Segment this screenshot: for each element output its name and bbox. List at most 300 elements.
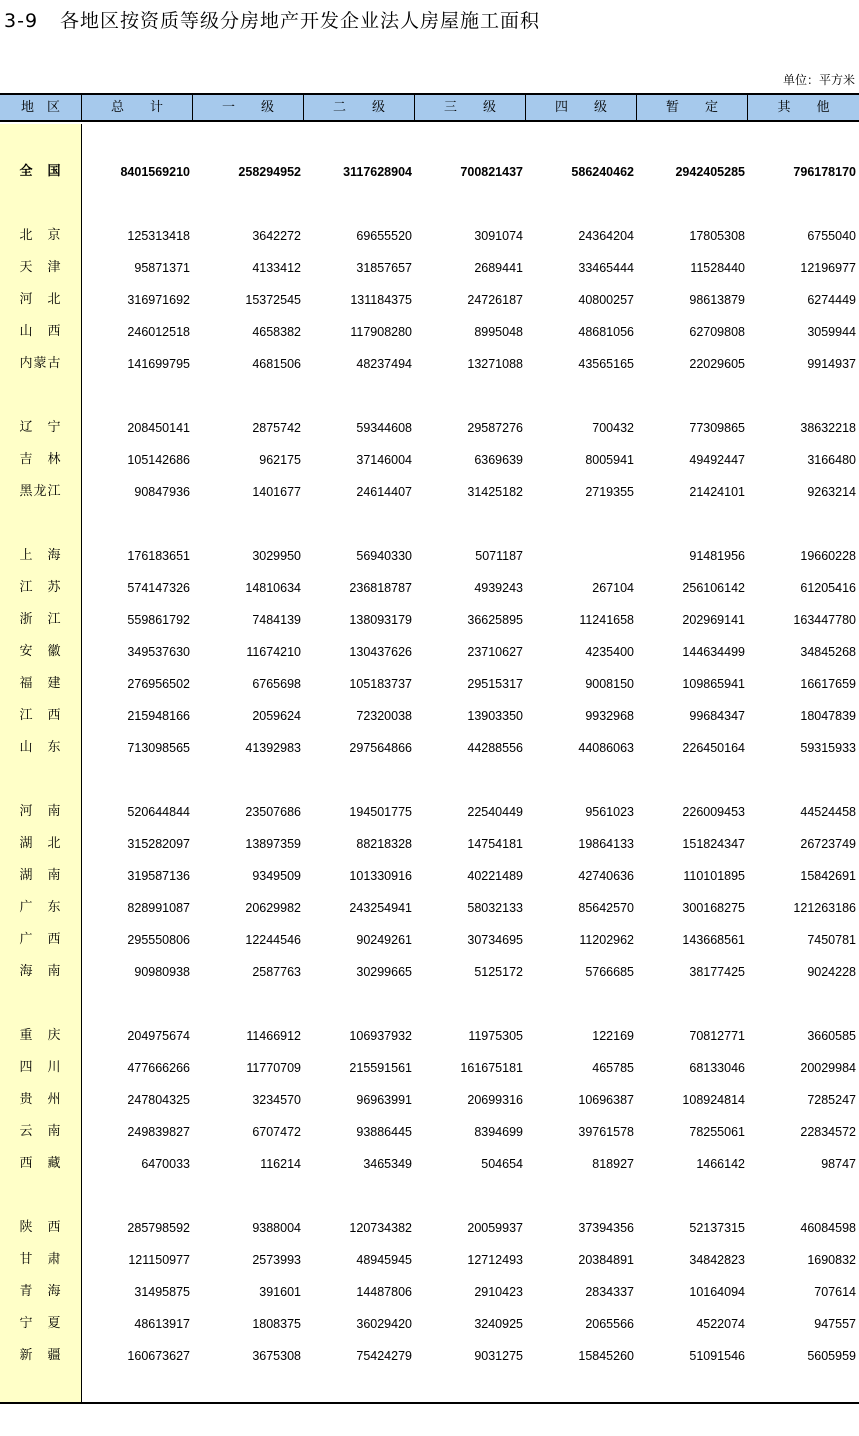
cell-value: 504654 xyxy=(481,1157,523,1171)
cell-value: 93886445 xyxy=(356,1125,412,1139)
cell-value: 5605959 xyxy=(807,1349,856,1363)
region-name: 河 南 xyxy=(19,804,62,819)
cell-value: 48681056 xyxy=(578,325,634,339)
cell-value: 1690832 xyxy=(807,1253,856,1267)
cell-value: 69655520 xyxy=(356,229,412,243)
cell-value: 258294952 xyxy=(238,165,301,179)
header-total: 总 计 xyxy=(82,95,193,120)
cell-value: 161675181 xyxy=(460,1061,523,1075)
cell-value: 72320038 xyxy=(356,709,412,723)
table-row xyxy=(0,956,859,988)
cell-value: 700821437 xyxy=(460,165,523,179)
cell-value: 520644844 xyxy=(127,805,190,819)
cell-value: 14754181 xyxy=(467,837,523,851)
table-row xyxy=(0,412,859,444)
table-row xyxy=(0,1052,859,1084)
cell-value: 33465444 xyxy=(578,261,634,275)
cell-value: 2059624 xyxy=(252,709,301,723)
cell-value: 20629982 xyxy=(245,901,301,915)
cell-value: 106937932 xyxy=(349,1029,412,1043)
cell-value: 18047839 xyxy=(800,709,856,723)
table-row xyxy=(0,572,859,604)
table-row xyxy=(0,1084,859,1116)
cell-value: 6274449 xyxy=(807,293,856,307)
cell-value: 91481956 xyxy=(689,549,745,563)
table-row xyxy=(0,316,859,348)
cell-value: 23710627 xyxy=(467,645,523,659)
cell-value: 29587276 xyxy=(467,421,523,435)
cell-value: 3234570 xyxy=(252,1093,301,1107)
header-grade-1: 一 级 xyxy=(193,95,304,120)
cell-value: 15372545 xyxy=(245,293,301,307)
cell-value: 144634499 xyxy=(682,645,745,659)
cell-value: 9031275 xyxy=(474,1349,523,1363)
cell-value: 39761578 xyxy=(578,1125,634,1139)
cell-value: 90980938 xyxy=(134,965,190,979)
cell-value: 46084598 xyxy=(800,1221,856,1235)
cell-value: 6765698 xyxy=(252,677,301,691)
cell-value: 21424101 xyxy=(689,485,745,499)
region-name: 湖 南 xyxy=(19,868,62,883)
cell-value: 105183737 xyxy=(349,677,412,691)
table-row xyxy=(0,220,859,252)
cell-value: 90249261 xyxy=(356,933,412,947)
cell-value: 3091074 xyxy=(474,229,523,243)
cell-value: 8005941 xyxy=(585,453,634,467)
cell-value: 43565165 xyxy=(578,357,634,371)
region-name: 西 藏 xyxy=(19,1156,62,1171)
cell-value: 117908280 xyxy=(350,325,412,339)
header-provisional: 暂 定 xyxy=(637,95,748,120)
cell-value: 319587136 xyxy=(127,869,190,883)
cell-value: 16617659 xyxy=(800,677,856,691)
cell-value: 586240462 xyxy=(571,165,634,179)
cell-value: 24614407 xyxy=(356,485,412,499)
cell-value: 37394356 xyxy=(578,1221,634,1235)
cell-value: 121263186 xyxy=(793,901,856,915)
cell-value: 6470033 xyxy=(141,1157,190,1171)
cell-value: 2719355 xyxy=(585,485,634,499)
table-row xyxy=(0,796,859,828)
cell-value: 2065566 xyxy=(585,1317,634,1331)
cell-value: 23507686 xyxy=(245,805,301,819)
cell-value: 713098565 xyxy=(127,741,190,755)
cell-value: 20029984 xyxy=(800,1061,856,1075)
cell-value: 49492447 xyxy=(689,453,745,467)
cell-value: 236818787 xyxy=(349,581,412,595)
cell-value: 110101895 xyxy=(683,869,745,883)
cell-value: 26723749 xyxy=(800,837,856,851)
table-number: 3-9 xyxy=(4,10,39,32)
table-title: 各地区按资质等级分房地产开发企业法人房屋施工面积 xyxy=(60,10,541,32)
cell-value: 15842691 xyxy=(800,869,856,883)
cell-value: 151824347 xyxy=(682,837,745,851)
table-row xyxy=(0,668,859,700)
cell-value: 13897359 xyxy=(245,837,301,851)
cell-value: 204975674 xyxy=(127,1029,190,1043)
cell-value: 7484139 xyxy=(252,613,301,627)
cell-value: 3166480 xyxy=(807,453,856,467)
cell-value: 98613879 xyxy=(689,293,745,307)
cell-value: 17805308 xyxy=(689,229,745,243)
cell-value: 247804325 xyxy=(127,1093,190,1107)
cell-value: 14810634 xyxy=(245,581,301,595)
table-row xyxy=(0,476,859,508)
cell-value: 2834337 xyxy=(585,1285,634,1299)
cell-value: 3059944 xyxy=(807,325,856,339)
cell-value: 13271088 xyxy=(467,357,523,371)
cell-value: 6369639 xyxy=(474,453,523,467)
cell-value: 796178170 xyxy=(793,165,856,179)
region-name: 河 北 xyxy=(19,292,62,307)
cell-value: 267104 xyxy=(592,581,634,595)
cell-value: 95871371 xyxy=(134,261,190,275)
region-name: 内蒙古 xyxy=(19,356,62,371)
cell-value: 30299665 xyxy=(356,965,412,979)
table-row xyxy=(0,284,859,316)
region-name: 海 南 xyxy=(19,964,62,979)
cell-value: 8394699 xyxy=(474,1125,523,1139)
table-row xyxy=(0,252,859,284)
cell-value: 256106142 xyxy=(682,581,745,595)
cell-value: 85642570 xyxy=(578,901,634,915)
region-name: 山 东 xyxy=(19,740,62,755)
cell-value: 3660585 xyxy=(807,1029,856,1043)
region-name: 宁 夏 xyxy=(19,1316,62,1331)
cell-value: 160673627 xyxy=(127,1349,190,1363)
cell-value: 75424279 xyxy=(356,1349,412,1363)
table-row xyxy=(0,604,859,636)
cell-value: 962175 xyxy=(259,453,301,467)
cell-value: 559861792 xyxy=(127,613,190,627)
cell-value: 9024228 xyxy=(807,965,856,979)
cell-value: 120734382 xyxy=(349,1221,412,1235)
cell-value: 37146004 xyxy=(356,453,412,467)
cell-value: 1808375 xyxy=(252,1317,301,1331)
header-grade-3: 三 级 xyxy=(415,95,526,120)
cell-value: 349537630 xyxy=(127,645,190,659)
table-row xyxy=(0,540,859,572)
cell-value: 22540449 xyxy=(467,805,523,819)
cell-value: 246012518 xyxy=(127,325,190,339)
cell-value: 243254941 xyxy=(349,901,412,915)
table-row xyxy=(0,1116,859,1148)
region-name: 吉 林 xyxy=(19,452,62,467)
cell-value: 141699795 xyxy=(127,357,190,371)
cell-value: 56940330 xyxy=(356,549,412,563)
cell-value: 700432 xyxy=(592,421,634,435)
cell-value: 7450781 xyxy=(807,933,856,947)
region-name: 上 海 xyxy=(19,548,62,563)
cell-value: 9008150 xyxy=(585,677,634,691)
cell-value: 48945945 xyxy=(356,1253,412,1267)
cell-value: 24364204 xyxy=(578,229,634,243)
cell-value: 125313418 xyxy=(127,229,190,243)
cell-value: 2875742 xyxy=(252,421,301,435)
cell-value: 62709808 xyxy=(689,325,745,339)
cell-value: 11528440 xyxy=(690,261,745,275)
cell-value: 109865941 xyxy=(682,677,745,691)
cell-value: 12712493 xyxy=(467,1253,523,1267)
unit-label: 单位：平方米 xyxy=(782,73,855,87)
cell-value: 130437626 xyxy=(349,645,412,659)
cell-value: 276956502 xyxy=(127,677,190,691)
region-name: 江 苏 xyxy=(19,580,62,595)
cell-value: 391601 xyxy=(259,1285,301,1299)
cell-value: 176183651 xyxy=(127,549,190,563)
cell-value: 31857657 xyxy=(356,261,412,275)
cell-value: 13903350 xyxy=(467,709,523,723)
cell-value: 4133412 xyxy=(252,261,301,275)
cell-value: 11770709 xyxy=(246,1061,301,1075)
cell-value: 61205416 xyxy=(800,581,856,595)
header-grade-4: 四 级 xyxy=(526,95,637,120)
cell-value: 12196977 xyxy=(800,261,856,275)
cell-value: 2573993 xyxy=(252,1253,301,1267)
table-row xyxy=(0,1244,859,1276)
region-name: 广 西 xyxy=(19,932,62,947)
cell-value: 10696387 xyxy=(578,1093,634,1107)
cell-value: 19864133 xyxy=(578,837,634,851)
region-name: 甘 肃 xyxy=(19,1252,62,1267)
table-row xyxy=(0,636,859,668)
cell-value: 99684347 xyxy=(689,709,745,723)
cell-value: 2942405285 xyxy=(675,165,745,179)
cell-value: 4681506 xyxy=(252,357,301,371)
region-name: 广 东 xyxy=(19,900,62,915)
region-name: 陕 西 xyxy=(19,1220,62,1235)
table-row xyxy=(0,444,859,476)
cell-value: 41392983 xyxy=(245,741,301,755)
region-name: 云 南 xyxy=(19,1124,62,1139)
table-row xyxy=(0,732,859,764)
table-row xyxy=(0,1308,859,1340)
region-name: 青 海 xyxy=(19,1284,62,1299)
cell-value: 122169 xyxy=(592,1029,634,1043)
cell-value: 108924814 xyxy=(682,1093,745,1107)
region-name: 天 津 xyxy=(19,260,62,275)
cell-value: 9914937 xyxy=(807,357,856,371)
cell-value: 574147326 xyxy=(127,581,190,595)
cell-value: 947557 xyxy=(814,1317,856,1331)
cell-value: 9388004 xyxy=(252,1221,301,1235)
cell-value: 316971692 xyxy=(127,293,190,307)
region-name: 山 西 xyxy=(19,324,62,339)
cell-value: 44086063 xyxy=(578,741,634,755)
cell-value: 44524458 xyxy=(800,805,856,819)
cell-value: 44288556 xyxy=(467,741,523,755)
cell-value: 208450141 xyxy=(127,421,190,435)
cell-value: 36625895 xyxy=(467,613,523,627)
cell-value: 11202962 xyxy=(579,933,634,947)
cell-value: 59344608 xyxy=(356,421,412,435)
cell-value: 51091546 xyxy=(689,1349,745,1363)
cell-value: 2689441 xyxy=(474,261,523,275)
cell-value: 202969141 xyxy=(682,613,745,627)
cell-value: 295550806 xyxy=(127,933,190,947)
cell-value: 11466912 xyxy=(246,1029,301,1043)
cell-value: 300168275 xyxy=(682,901,745,915)
table-row xyxy=(0,1212,859,1244)
cell-value: 78255061 xyxy=(689,1125,745,1139)
region-name: 黑龙江 xyxy=(19,484,62,499)
region-name: 湖 北 xyxy=(19,836,62,851)
cell-value: 9349509 xyxy=(252,869,301,883)
table-row xyxy=(0,700,859,732)
cell-value: 1401677 xyxy=(252,485,301,499)
cell-value: 68133046 xyxy=(689,1061,745,1075)
cell-value: 9561023 xyxy=(585,805,634,819)
cell-value: 465785 xyxy=(592,1061,634,1075)
cell-value: 226450164 xyxy=(682,741,745,755)
cell-value: 105142686 xyxy=(127,453,190,467)
cell-value: 52137315 xyxy=(689,1221,745,1235)
cell-value: 226009453 xyxy=(682,805,745,819)
cell-value: 6755040 xyxy=(807,229,856,243)
header-grade-2: 二 级 xyxy=(304,95,415,120)
table-row xyxy=(0,1020,859,1052)
table-row xyxy=(0,1340,859,1372)
table-row xyxy=(0,348,859,380)
cell-value: 163447780 xyxy=(793,613,856,627)
cell-value: 40221489 xyxy=(467,869,523,883)
cell-value: 3240925 xyxy=(474,1317,523,1331)
cell-value: 90847936 xyxy=(134,485,190,499)
cell-value: 31495875 xyxy=(134,1285,190,1299)
cell-value: 38632218 xyxy=(800,421,856,435)
cell-value: 131184375 xyxy=(350,293,412,307)
cell-value: 31425182 xyxy=(467,485,523,499)
header-region: 地 区 xyxy=(0,95,82,120)
page-title xyxy=(4,6,540,33)
table-row xyxy=(0,1148,859,1180)
cell-value: 5766685 xyxy=(585,965,634,979)
region-name: 江 西 xyxy=(19,708,62,723)
header-other: 其 他 xyxy=(777,100,830,115)
cell-value: 9263214 xyxy=(807,485,856,499)
cell-value: 828991087 xyxy=(127,901,190,915)
cell-value: 19660228 xyxy=(800,549,856,563)
cell-value: 4235400 xyxy=(585,645,634,659)
cell-value: 11975305 xyxy=(468,1029,523,1043)
cell-value: 22834572 xyxy=(800,1125,856,1139)
table-row xyxy=(0,1276,859,1308)
cell-value: 20699316 xyxy=(467,1093,523,1107)
cell-value: 40800257 xyxy=(578,293,634,307)
cell-value: 143668561 xyxy=(682,933,745,947)
table-bottom-rule xyxy=(0,1402,859,1404)
cell-value: 3675308 xyxy=(252,1349,301,1363)
cell-value: 6707472 xyxy=(252,1125,301,1139)
cell-value: 249839827 xyxy=(127,1125,190,1139)
cell-value: 1466142 xyxy=(696,1157,745,1171)
cell-value: 194501775 xyxy=(349,805,412,819)
region-name: 福 建 xyxy=(19,676,62,691)
region-name: 贵 州 xyxy=(19,1092,62,1107)
cell-value: 59315933 xyxy=(800,741,856,755)
cell-value: 315282097 xyxy=(127,837,190,851)
cell-value: 58032133 xyxy=(467,901,523,915)
cell-value: 8401569210 xyxy=(120,165,190,179)
table-row xyxy=(0,828,859,860)
cell-value: 215948166 xyxy=(127,709,190,723)
cell-value: 48613917 xyxy=(134,1317,190,1331)
cell-value: 34842823 xyxy=(689,1253,745,1267)
cell-value: 88218328 xyxy=(356,837,412,851)
cell-value: 29515317 xyxy=(467,677,523,691)
cell-value: 3029950 xyxy=(252,549,301,563)
cell-value: 48237494 xyxy=(356,357,412,371)
cell-value: 2587763 xyxy=(252,965,301,979)
cell-value: 77309865 xyxy=(689,421,745,435)
cell-value: 34845268 xyxy=(800,645,856,659)
cell-value: 121150977 xyxy=(128,1253,190,1267)
region-name: 全 国 xyxy=(19,164,62,179)
cell-value: 10164094 xyxy=(689,1285,745,1299)
cell-value: 5071187 xyxy=(475,549,523,563)
cell-value: 20384891 xyxy=(578,1253,634,1267)
region-name: 浙 江 xyxy=(19,612,62,627)
cell-value: 15845260 xyxy=(578,1349,634,1363)
cell-value: 818927 xyxy=(592,1157,634,1171)
cell-value: 101330916 xyxy=(349,869,412,883)
region-name: 安 徽 xyxy=(19,644,62,659)
cell-value: 8995048 xyxy=(474,325,523,339)
cell-value: 9932968 xyxy=(585,709,634,723)
cell-value: 477666266 xyxy=(127,1061,190,1075)
cell-value: 3117628904 xyxy=(343,165,412,179)
cell-value: 20059937 xyxy=(467,1221,523,1235)
cell-value: 5125172 xyxy=(474,965,523,979)
cell-value: 98747 xyxy=(821,1157,856,1171)
table-row xyxy=(0,860,859,892)
cell-value: 12244546 xyxy=(245,933,301,947)
cell-value: 2910423 xyxy=(474,1285,523,1299)
table-row xyxy=(0,924,859,956)
region-name: 重 庆 xyxy=(19,1028,62,1043)
cell-value: 36029420 xyxy=(356,1317,412,1331)
region-name: 四 川 xyxy=(19,1060,62,1075)
cell-value: 42740636 xyxy=(578,869,634,883)
cell-value: 7285247 xyxy=(807,1093,856,1107)
cell-value: 4522074 xyxy=(696,1317,745,1331)
cell-value: 285798592 xyxy=(127,1221,190,1235)
table-row xyxy=(0,892,859,924)
cell-value: 116214 xyxy=(260,1157,301,1171)
region-name: 新 疆 xyxy=(19,1348,62,1363)
cell-value: 22029605 xyxy=(689,357,745,371)
cell-value: 70812771 xyxy=(689,1029,745,1043)
cell-value: 30734695 xyxy=(467,933,523,947)
cell-value: 3642272 xyxy=(252,229,301,243)
cell-value: 24726187 xyxy=(467,293,523,307)
cell-value: 11241658 xyxy=(579,613,634,627)
region-name: 北 京 xyxy=(19,228,62,243)
table-header xyxy=(0,93,859,122)
cell-value: 4658382 xyxy=(252,325,301,339)
total-row xyxy=(0,156,859,188)
cell-value: 4939243 xyxy=(474,581,523,595)
region-name: 辽 宁 xyxy=(19,420,62,435)
cell-value: 96963991 xyxy=(356,1093,412,1107)
cell-value: 11674210 xyxy=(246,645,301,659)
cell-value: 38177425 xyxy=(689,965,745,979)
cell-value: 3465349 xyxy=(363,1157,412,1171)
cell-value xyxy=(529,540,634,572)
cell-value: 138093179 xyxy=(349,613,412,627)
cell-value: 14487806 xyxy=(356,1285,412,1299)
cell-value: 707614 xyxy=(814,1285,856,1299)
